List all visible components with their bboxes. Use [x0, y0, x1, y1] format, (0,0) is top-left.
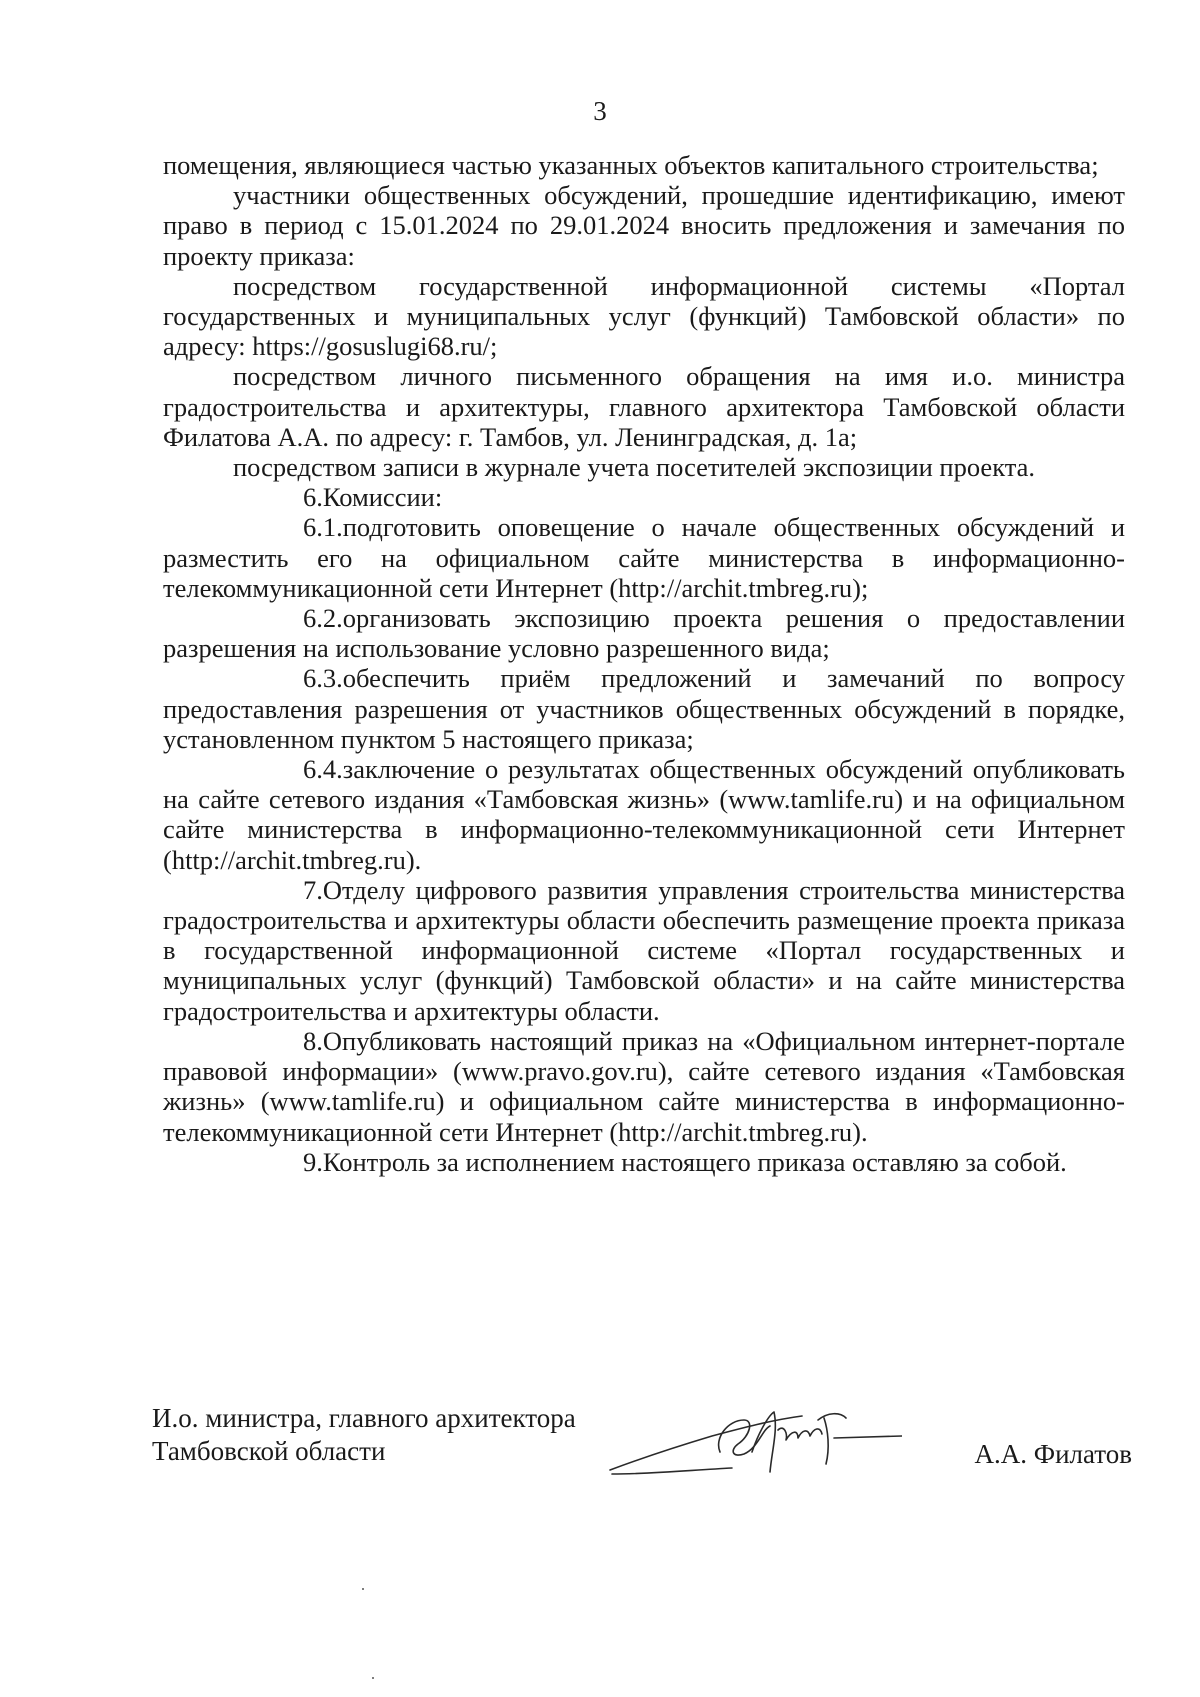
paragraph-item-6-1 — [163, 512, 1125, 603]
signatory-title-line: Тамбовской области — [152, 1436, 386, 1466]
page-number: 3 — [593, 96, 607, 126]
paragraph-item-7 — [163, 875, 1125, 1026]
paragraph-text: Опубликовать настоящий приказ на «Официальном интернет-портале правовой информации» (www.pravo.gov.ru), сайте сетевого издания «Тамбовская жизнь» (www.tamlife.ru) и официальном сайте министерства в информационно-телекоммуникационной сети Интернет (http://archit.tmbreg.ru). — [163, 1025, 1125, 1147]
paragraph-participants — [163, 180, 1125, 271]
signatory-title-line: И.о. министра, главного архитектора — [152, 1403, 576, 1433]
paragraph-continuation — [163, 150, 1125, 180]
paragraph-text: посредством личного письменного обращения на имя и.о. министра градостроительства и архитектуры, главного архитектора Тамбовской области Филатова А.А. по адресу: г. Тамбов, ул. Ленинградская, д. 1а; — [163, 361, 1125, 452]
item-number: 6.4. — [303, 754, 343, 785]
paragraph-text: посредством государственной информационной системы «Портал государственных и муниципальных услуг (функций) Тамбовской области» по адресу: https://gosuslugi68.ru/; — [163, 270, 1125, 362]
paragraph-item-6 — [163, 482, 1125, 512]
document-body — [163, 150, 1125, 1177]
handwritten-signature — [602, 1390, 902, 1490]
item-number: 9. — [303, 1146, 323, 1177]
item-number: 6. — [303, 482, 323, 513]
signatory-name: А.А. Филатов — [974, 1439, 1132, 1469]
paragraph-text: Отделу цифрового развития управления строительства министерства градостроительства и архитектуры области обеспечить размещение проекта приказа в государственной информационной системе «Портал государственных и муниципальных услуг (функций) Тамбовской области» и на сайте министерства градостроительства и архитектуры области. — [163, 874, 1125, 1026]
item-number: 6.3. — [303, 663, 343, 694]
scan-speck — [372, 1677, 374, 1679]
paragraph-item-6-4 — [163, 754, 1125, 875]
item-number: 8. — [303, 1025, 323, 1056]
paragraph-via-portal — [163, 271, 1125, 362]
signature-block — [152, 1402, 1132, 1492]
paragraph-text: подготовить оповещение о начале общественных обсуждений и разместить его на официальном сайте министерства в информационно-телекоммуникационной сети Интернет (http://archit.tmbreg.ru); — [163, 512, 1125, 603]
paragraph-via-letter — [163, 361, 1125, 452]
paragraph-text: участники общественных обсуждений, прошедшие идентификацию, имеют право в период с 15.01.2024 по 29.01.2024 вносить предложения и замечания по проекту приказа: — [163, 180, 1125, 271]
paragraph-item-8 — [163, 1026, 1125, 1147]
signatory-title — [152, 1402, 576, 1468]
paragraph-item-6-3 — [163, 663, 1125, 754]
paragraph-via-journal — [163, 452, 1125, 482]
paragraph-text: Комиссии: — [322, 482, 443, 513]
item-number: 6.2. — [303, 603, 343, 634]
paragraph-item-9 — [163, 1147, 1125, 1177]
scan-speck — [362, 1588, 364, 1590]
paragraph-text: организовать экспозицию проекта решения о предоставлении разрешения на использование условно разрешенного вида; — [163, 603, 1125, 664]
paragraph-text: Контроль за исполнением настоящего приказа оставляю за собой. — [322, 1146, 1067, 1177]
item-number: 7. — [303, 874, 323, 905]
paragraph-text: посредством записи в журнале учета посетителей экспозиции проекта. — [233, 452, 1036, 483]
paragraph-text: заключение о результатах общественных обсуждений опубликовать на сайте сетевого издания «Тамбовская жизнь» (www.tamlife.ru) и на официальном сайте министерства в информационно-телекоммуникационной сети Интернет (http://archit.tmbreg.ru). — [163, 754, 1125, 875]
item-number: 6.1. — [303, 512, 343, 543]
paragraph-text: обеспечить приём предложений и замечаний по вопросу предоставления разрешения от участников общественных обсуждений в порядке, установленном пунктом 5 настоящего приказа; — [163, 663, 1125, 754]
paragraph-text: помещения, являющиеся частью указанных объектов капитального строительства; — [163, 150, 1099, 180]
paragraph-item-6-2 — [163, 603, 1125, 663]
